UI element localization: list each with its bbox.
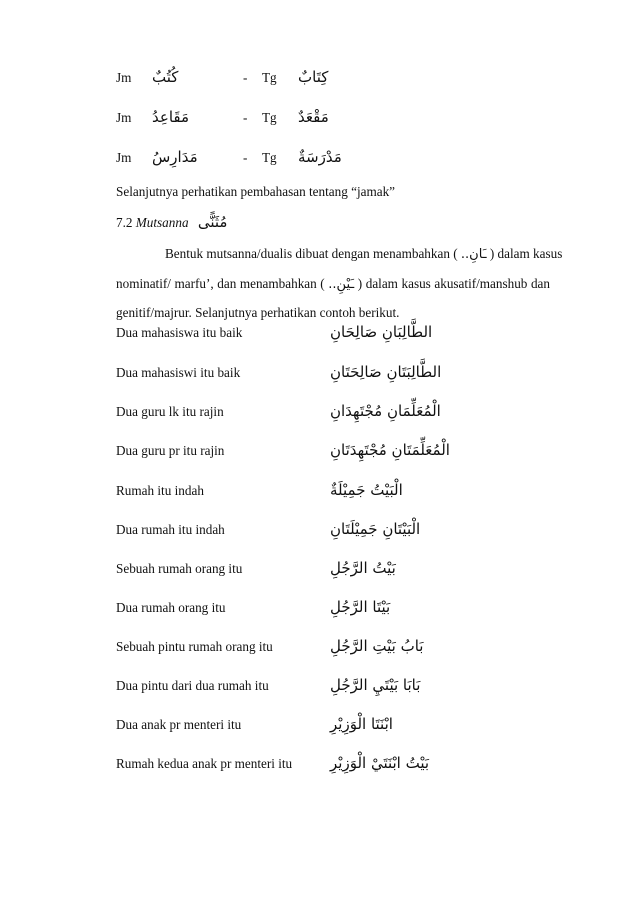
example-arabic: بَابَا بَيْتَيِ الرَّجُلِ <box>330 676 421 694</box>
section-title: Mutsanna <box>135 215 189 230</box>
paragraph-line-1-start: Bentuk mutsanna/dualis dibuat dengan menambahkan ( <box>165 246 458 261</box>
example-arabic: بَابُ بَيْتِ الرَّجُلِ <box>330 637 424 655</box>
example-indonesian: Dua mahasiswi itu baik <box>116 365 241 380</box>
example-arabic: الْمُعَلِّمَانِ مُجْتَهِدَانِ <box>330 402 441 420</box>
paragraph-line-1 <box>116 246 563 264</box>
example-indonesian: Rumah kedua anak pr menteri itu <box>116 756 293 771</box>
plural-arabic-jamak: مَقَاعِدُ <box>152 108 190 126</box>
plural-arabic-jamak: كُتُبٌ <box>152 68 179 86</box>
example-arabic: بَيْتُ الرَّجُلِ <box>330 559 396 577</box>
example-indonesian: Dua pintu dari dua rumah itu <box>116 678 269 693</box>
example-arabic: بَيْتُ ابْنَتَيْ الْوَزِيْرِ <box>330 754 430 772</box>
plural-label-jamak: Jm <box>116 150 132 165</box>
example-indonesian: Dua mahasiswa itu baik <box>116 325 243 340</box>
example-indonesian: Sebuah rumah orang itu <box>116 561 243 576</box>
example-indonesian: Rumah itu indah <box>116 483 204 498</box>
example-arabic: الطَّالِبَانِ صَالِحَانِ <box>330 323 433 341</box>
paragraph-line-2 <box>116 276 550 294</box>
section-arabic: مُثَنًّى <box>197 213 228 231</box>
plural-label-tunggal: Tg <box>262 70 277 85</box>
example-arabic: الْمُعَلِّمَتَانِ مُجْتَهِدَتَانِ <box>330 441 450 459</box>
example-arabic: الْبَيْتُ جَمِيْلَةٌ <box>330 481 403 499</box>
example-arabic: ابْنَتَا الْوَزِيْرِ <box>330 715 393 733</box>
section-heading <box>116 213 227 231</box>
paragraph-line-2-start: nominatif/ marfu’, dan menambahkan ( <box>116 276 325 291</box>
example-indonesian: Sebuah pintu rumah orang itu <box>116 639 273 654</box>
plural-dash: - <box>243 150 248 165</box>
plural-arabic-tunggal: مَدْرَسَةٌ <box>298 148 342 166</box>
paragraph-line-2-arabic: ـَيْنِ.. <box>328 277 355 292</box>
plural-arabic-tunggal: كِتَابٌ <box>298 68 329 86</box>
plural-label-jamak: Jm <box>116 110 132 125</box>
paragraph-line-3: genitif/majrur. Selanjutnya perhatikan contoh berikut. <box>116 305 400 320</box>
paragraph-line-1-end: ) dalam kasus <box>489 246 563 261</box>
example-arabic: الْبَيْتَانِ جَمِيْلَتَانِ <box>330 520 421 538</box>
section-number: 7.2 <box>116 215 133 230</box>
intro-line: Selanjutnya perhatikan pembahasan tentang “jamak” <box>116 184 396 199</box>
paragraph-line-1-arabic: ـَانِ.. <box>460 247 487 262</box>
example-indonesian: Dua guru pr itu rajin <box>116 443 225 458</box>
example-indonesian: Dua rumah orang itu <box>116 600 226 615</box>
plural-arabic-tunggal: مَقْعَدٌ <box>298 108 329 126</box>
plural-dash: - <box>243 110 248 125</box>
plural-label-tunggal: Tg <box>262 110 277 125</box>
example-arabic: بَيْتَا الرَّجُلِ <box>330 598 391 616</box>
example-indonesian: Dua anak pr menteri itu <box>116 717 242 732</box>
plural-dash: - <box>243 70 248 85</box>
example-indonesian: Dua rumah itu indah <box>116 522 225 537</box>
example-arabic: الطَّالِبَتَانِ صَالِحَتَانِ <box>330 363 442 381</box>
paragraph-line-2-end: ) dalam kasus akusatif/manshub dan <box>357 276 551 291</box>
example-indonesian: Dua guru lk itu rajin <box>116 404 224 419</box>
plural-arabic-jamak: مَدَارِسُ <box>152 148 198 166</box>
plural-label-jamak: Jm <box>116 70 132 85</box>
plural-label-tunggal: Tg <box>262 150 277 165</box>
